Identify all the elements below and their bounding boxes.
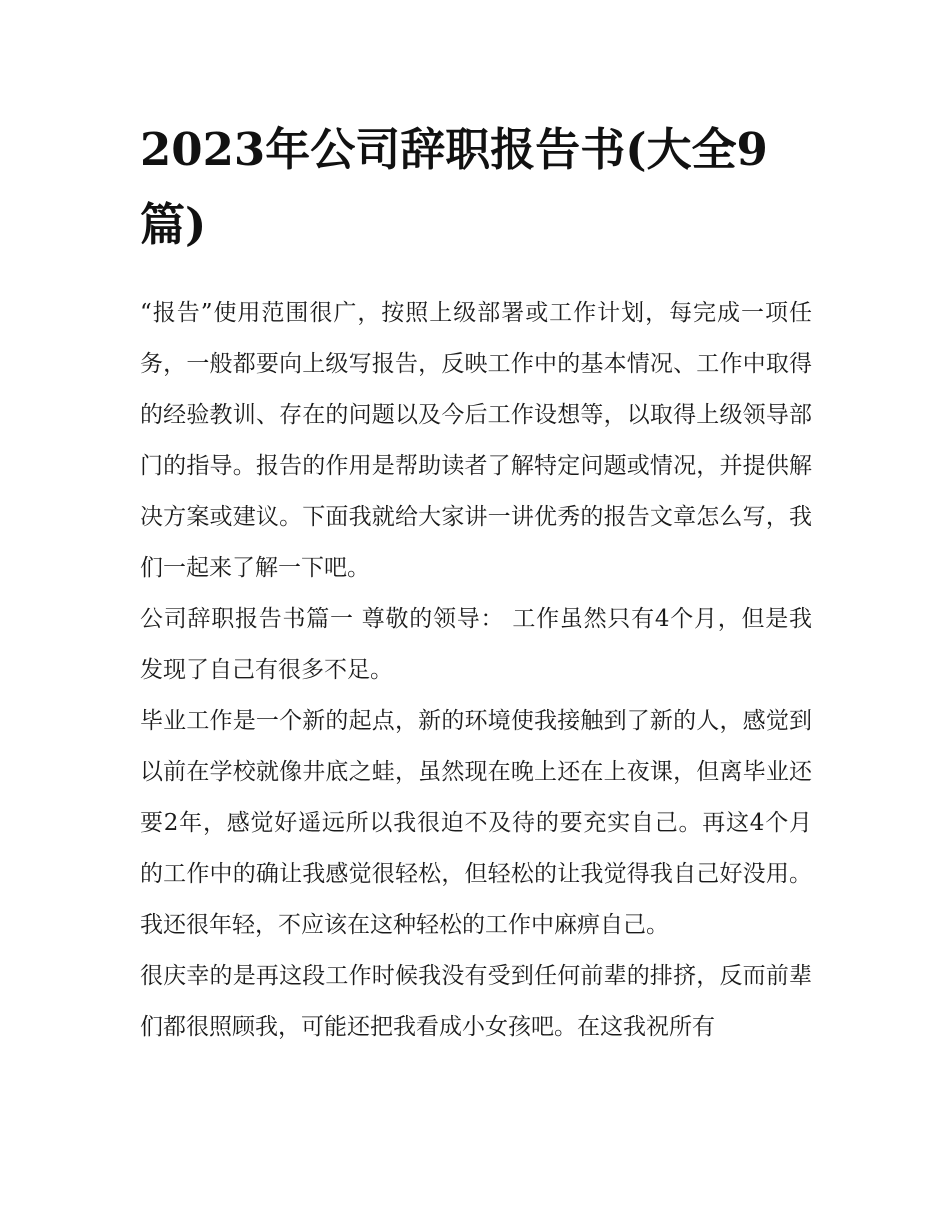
document-page — [140, 112, 812, 1053]
document-title: 2023年公司辞职报告书(大全9篇) — [140, 123, 768, 251]
document-body — [140, 288, 812, 1053]
body-paragraph: 公司辞职报告书篇一 尊敬的领导： 工作虽然只有4个月，但是我发现了自己有很多不足。 — [140, 606, 812, 683]
body-paragraph: 毕业工作是一个新的起点，新的环境使我接触到了新的人，感觉到以前在学校就像井底之蛙，虽然现在晚上还在上夜课，但离毕业还要2年，感觉好遥远所以我很迫不及待的要充实自己。再这4个月的工作中的确让我感觉很轻松，但轻松的让我觉得我自己好没用。我还很年轻，不应该在这种轻松的工作中麻痹自己。 — [140, 708, 812, 938]
intro-paragraph: “报告”使用范围很广，按照上级部署或工作计划，每完成一项任务，一般都要向上级写报告，反映工作中的基本情况、工作中取得的经验教训、存在的问题以及今后工作设想等，以取得上级领导部门的指导。报告的作用是帮助读者了解特定问题或情况，并提供解决方案或建议。下面我就给大家讲一讲优秀的报告文章怎么写，我们一起来了解一下吧。 — [140, 300, 812, 581]
body-paragraph: 很庆幸的是再这段工作时候我没有受到任何前辈的排挤，反而前辈们都很照顾我，可能还把我看成小女孩吧。在这我祝所有 — [140, 963, 812, 1040]
